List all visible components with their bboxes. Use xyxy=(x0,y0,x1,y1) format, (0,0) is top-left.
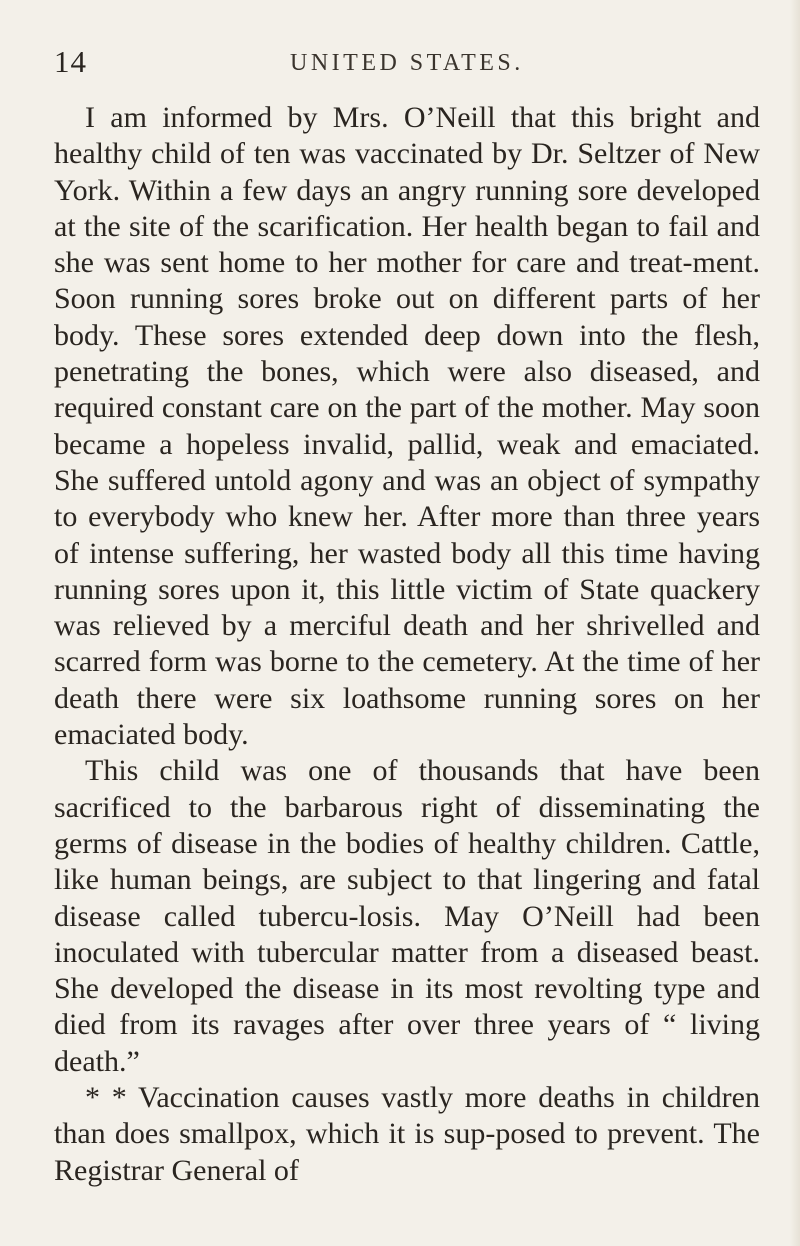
page-number: 14 xyxy=(54,44,87,79)
running-head xyxy=(54,44,754,84)
body-text xyxy=(54,100,760,1189)
page-edge xyxy=(790,0,800,1246)
paragraph-3: * * Vaccination causes vastly more deaths in children than does smallpox, which it is sup-posed to prevent. The Registrar General of xyxy=(54,1081,760,1187)
paragraph-2: This child was one of thousands that have been sacrificed to the barbarous right of disseminating the germs of disease in the bodies of healthy children. Cattle, like human beings, are subject to that lingering and fatal disease called tubercu-losis. May O’Neill had been inoculated with tubercular matter from a diseased beast. She developed the disease in its most revolting type and died from its ravages after over three years of “ living death.” xyxy=(54,754,760,1078)
running-title: UNITED STATES. xyxy=(290,50,524,76)
paragraph-1: I am informed by Mrs. O’Neill that this bright and healthy child of ten was vaccinated by Dr. Seltzer of New York. Within a few days an angry running sore developed at the site of the scarification. Her health began to fail and she was sent home to her mother for care and treat-ment. Soon running sores broke out on different parts of her body. These sores extended deep down into the flesh, penetrating the bones, which were also diseased, and required constant care on the part of the mother. May soon became a hopeless invalid, pallid, weak and emaciated. She suffered untold agony and was an object of sympathy to everybody who knew her. After more than three years of intense suffering, her wasted body all this time having running sores upon it, this little victim of State quackery was relieved by a merciful death and her shrivelled and scarred form was borne to the cemetery. At the time of her death there were six loathsome running sores on her emaciated body. xyxy=(54,101,760,752)
